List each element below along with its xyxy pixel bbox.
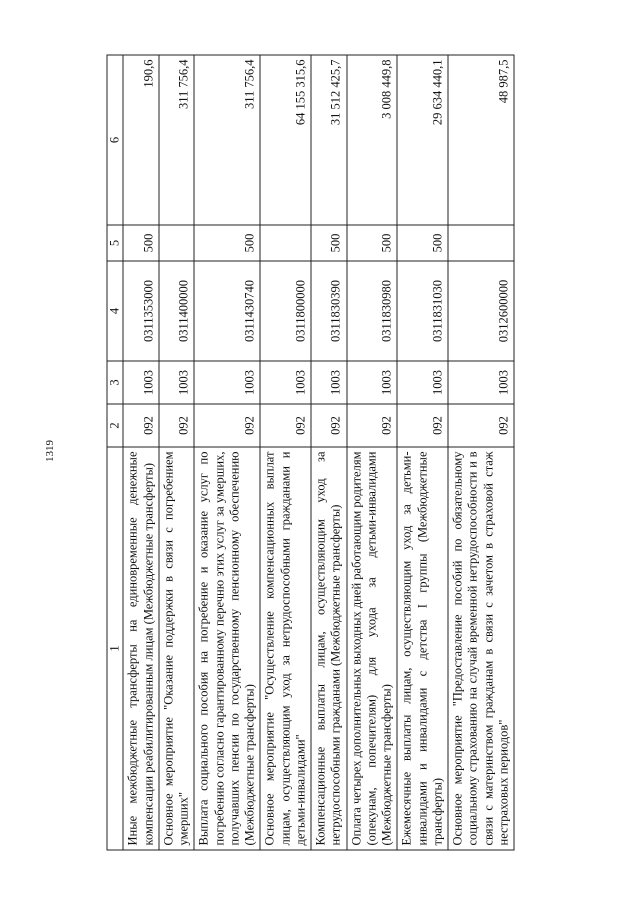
row-target: 0311353000 <box>123 261 159 361</box>
row-amount: 31 512 425,7 <box>311 55 347 225</box>
header-col-6: 6 <box>107 55 123 225</box>
row-section: 1003 <box>397 361 448 404</box>
table-row <box>260 55 311 850</box>
row-amount: 64 155 315,6 <box>260 55 311 225</box>
row-vr: 500 <box>123 225 159 261</box>
row-grbs: 092 <box>397 404 448 447</box>
table-row <box>346 55 397 850</box>
budget-table-container <box>106 56 620 851</box>
row-amount: 190,6 <box>123 55 159 225</box>
header-col-5: 5 <box>107 225 123 261</box>
budget-table <box>106 55 514 851</box>
header-row <box>107 55 123 850</box>
row-amount: 29 634 440,1 <box>397 55 448 225</box>
row-section: 1003 <box>448 361 514 404</box>
row-name: Компенсационные выплаты лицам, осуществляющим уход за нетрудоспособными гражданами (Межбюджетные трансферты) <box>311 447 347 850</box>
row-name: Выплата социального пособия на погребение и оказание услуг по погребению согласно гарантированному перечню этих услуг за умерших, получавших пенсии по государственному пенсионному обеспечению (Межбюджетные трансферты) <box>194 447 260 850</box>
header-col-2: 2 <box>107 404 123 447</box>
row-grbs: 092 <box>260 404 311 447</box>
row-target: 0311430740 <box>194 261 260 361</box>
table-row <box>158 55 194 850</box>
row-grbs: 092 <box>448 404 514 447</box>
row-amount: 311 756,4 <box>158 55 194 225</box>
header-col-1: 1 <box>107 447 123 850</box>
row-name: Оплата четырех дополнительных выходных дней работающим родителям (опекунам, попечителям) для ухода за детьми-инвалидами (Межбюджетные трансферты) <box>346 447 397 850</box>
row-name: Основное мероприятие "Предоставление пособий по обязательному социальному страхованию на случай временной нетрудоспособности и в связи с материнством гражданам в связи с зачетом в страховой стаж нестраховых периодов" <box>448 447 514 850</box>
page-number: 1319 <box>44 440 56 462</box>
row-section: 1003 <box>158 361 194 404</box>
row-vr <box>448 225 514 261</box>
table-row <box>397 55 448 850</box>
row-vr: 500 <box>397 225 448 261</box>
row-amount: 3 008 449,8 <box>346 55 397 225</box>
row-grbs: 092 <box>158 404 194 447</box>
row-vr: 500 <box>311 225 347 261</box>
header-col-4: 4 <box>107 261 123 361</box>
row-grbs: 092 <box>346 404 397 447</box>
row-vr <box>158 225 194 261</box>
row-name: Основное мероприятие "Оказание поддержки в связи с погребением умерших" <box>158 447 194 850</box>
row-amount: 311 756,4 <box>194 55 260 225</box>
table-row <box>448 55 514 850</box>
row-name: Иные межбюджетные трансферты на единовременные денежные компенсации реабилитированным лицам (Межбюджетные трансферты) <box>123 447 159 850</box>
table-row <box>194 55 260 850</box>
row-target: 0311830980 <box>346 261 397 361</box>
row-target: 0311830390 <box>311 261 347 361</box>
row-target: 0311831030 <box>397 261 448 361</box>
row-target: 0311800000 <box>260 261 311 361</box>
row-target: 0312600000 <box>448 261 514 361</box>
row-name: Основное мероприятие "Осуществление компенсационных выплат лицам, осуществляющим уход за нетрудоспособными гражданами и детьми-инвалидами" <box>260 447 311 850</box>
row-section: 1003 <box>260 361 311 404</box>
table-row <box>311 55 347 850</box>
row-vr: 500 <box>194 225 260 261</box>
row-section: 1003 <box>123 361 159 404</box>
row-name: Ежемесячные выплаты лицам, осуществляющим уход за детьми-инвалидами и инвалидами с детства I группы (Межбюджетные трансферты) <box>397 447 448 850</box>
header-col-3: 3 <box>107 361 123 404</box>
row-section: 1003 <box>311 361 347 404</box>
row-grbs: 092 <box>311 404 347 447</box>
table-row <box>123 55 159 850</box>
row-target: 0311400000 <box>158 261 194 361</box>
row-vr: 500 <box>346 225 397 261</box>
row-grbs: 092 <box>123 404 159 447</box>
row-amount: 48 987,5 <box>448 55 514 225</box>
row-vr <box>260 225 311 261</box>
row-grbs: 092 <box>194 404 260 447</box>
row-section: 1003 <box>194 361 260 404</box>
row-section: 1003 <box>346 361 397 404</box>
